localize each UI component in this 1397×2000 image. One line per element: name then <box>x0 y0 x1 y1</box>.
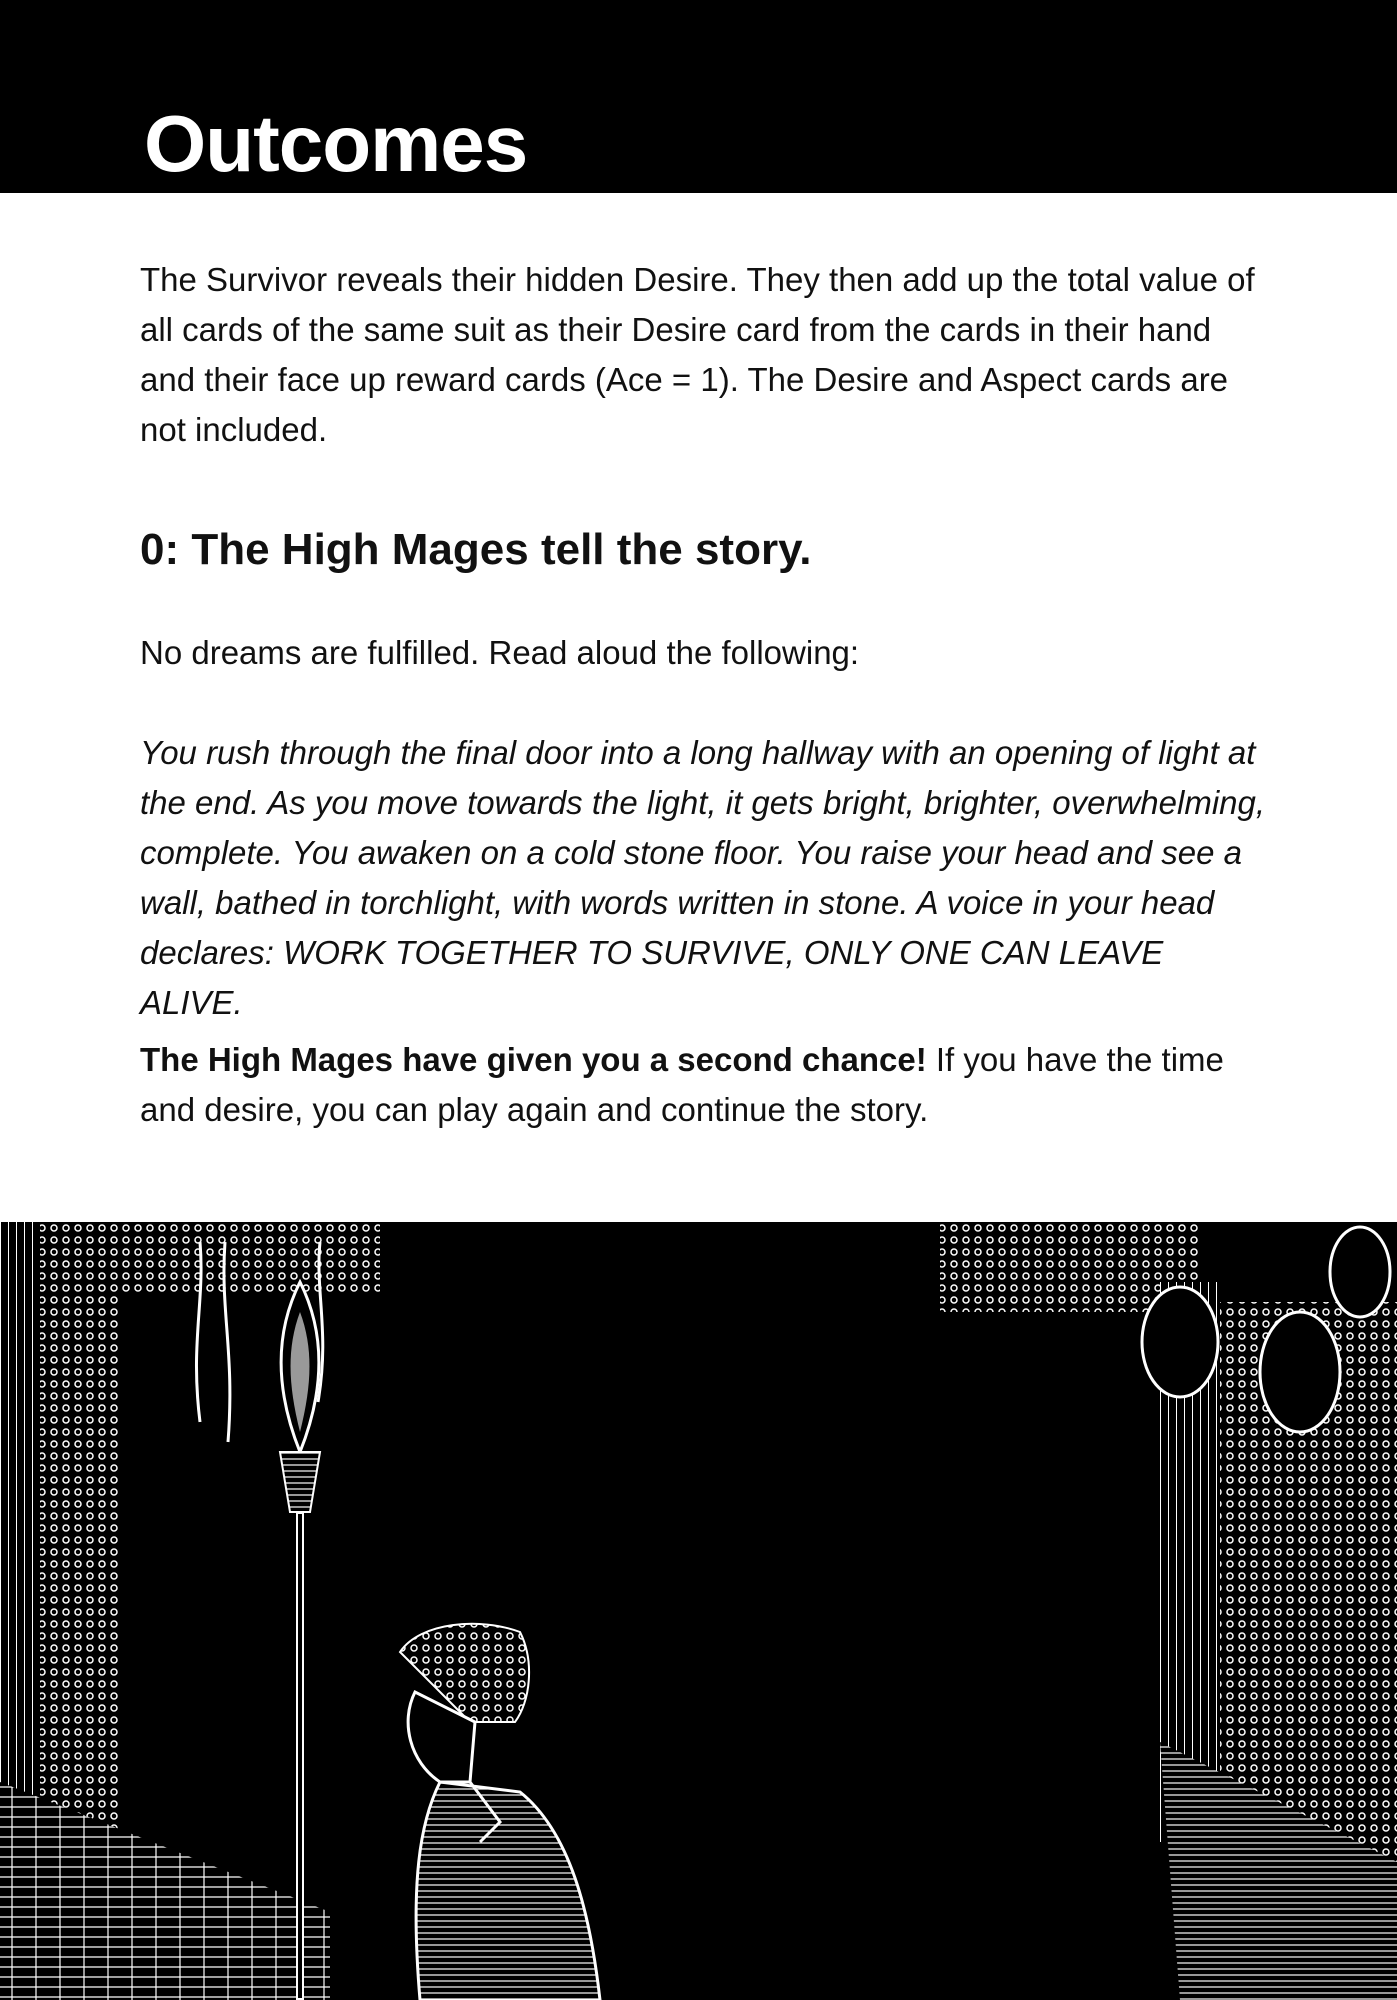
page-header <box>0 0 1397 193</box>
outcome-heading: 0: The High Mages tell the story. <box>140 525 812 574</box>
story-paragraph: You rush through the final door into a long hallway with an opening of light at the end. As you move towards the light, it gets bright, brighter, overwhelming, complete. You awaken on a cold stone floor. You raise your head and see a wall, bathed in torchlight, with words written in stone. A voice in your head declares: WORK TOGETHER TO SURVIVE, ONLY ONE CAN LEAVE ALIVE. <box>140 734 1266 1021</box>
second-chance-text: If you have the time and desire, you can play again and continue the story. <box>140 1041 1224 1128</box>
second-chance-bold: The High Mages have given you a second chance! <box>140 1041 927 1078</box>
intro-paragraph: The Survivor reveals their hidden Desire. They then add up the total value of all cards of the same suit as their Desire card from the cards in their hand and their face up reward cards (Ace = 1). The Desire and Aspect cards are not included. <box>140 261 1255 448</box>
second-chance-paragraph <box>140 1035 1270 1135</box>
page-title: Outcomes <box>144 99 528 188</box>
illustration <box>0 1222 1397 2000</box>
read-aloud-instruction: No dreams are fulfilled. Read aloud the following: <box>140 634 860 671</box>
illustration-art <box>0 1222 1397 2000</box>
